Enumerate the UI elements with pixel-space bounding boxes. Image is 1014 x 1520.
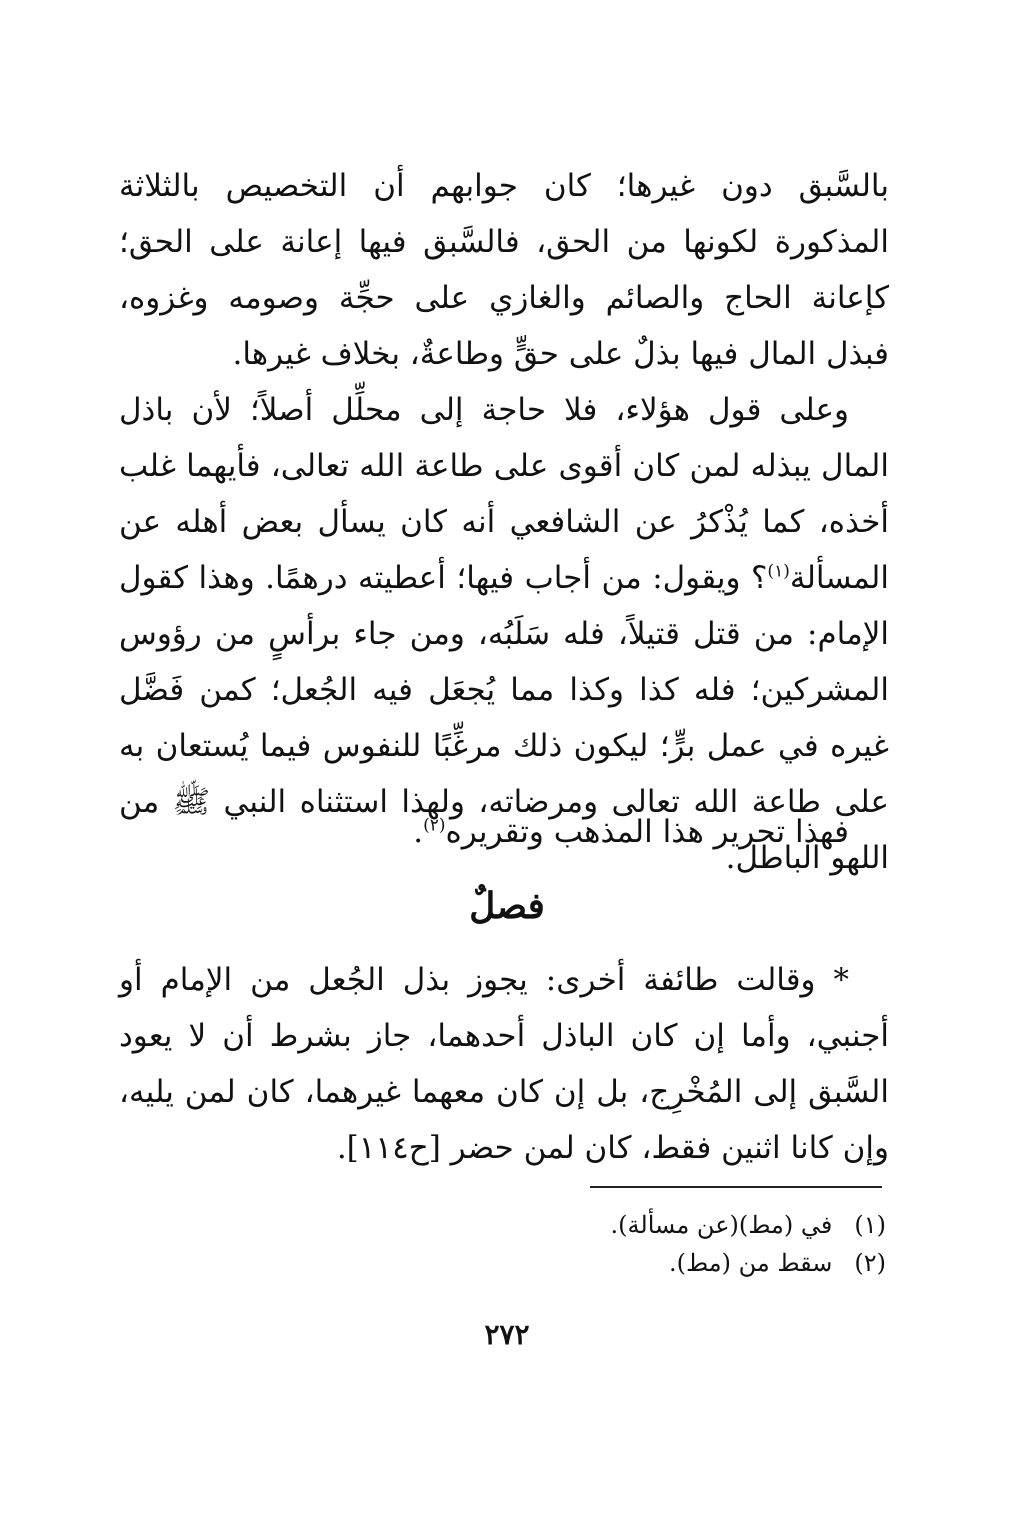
paragraph-2-text-start: وعلى قول هؤلاء، فلا حاجة إلى محلِّل أصلاً؛ لأن باذل المال يبذله لمن كان أقوى على طاعة الله تعالى، فأيهما غلب أخذه، كما يُذْكرُ عن الشافعي أنه كان يسأل بعض أهله عن المسألة [119,392,889,596]
paragraph-2-text-end: ؟ ويقول: من أجاب فيها؛ أعطيته درهمًا. وهذا كقول الإمام: من قتل قتيلاً، فله سَلَبُه، ومن جاء برأسٍ من رؤوس المشركين؛ فله كذا وكذا مما يُجعَل فيه الجُعل؛ كمن فَضَّل غيره في عمل برٍّ؛ ليكون ذلك مرغِّبًا للنفوس فيما يُستعان به على طاعة الله تعالى ومرضاته، ولهذا استثناه النبي ﷺ من اللهو الباطل. [119,560,889,876]
footnote-1 [126,1206,886,1244]
footnote-2 [126,1244,886,1282]
footnote-1-text: في (مط)(عن مسألة). [610,1211,833,1239]
footnote-divider [590,1186,882,1188]
footnote-2-number: (٢) [854,1249,886,1277]
footnote-2-text: سقط من (مط). [668,1249,833,1277]
paragraph-3 [119,804,889,860]
paragraph-4-text: * وقالت طائفة أخرى: يجوز بذل الجُعل من الإمام أو أجنبي، وأما إن كان الباذل أحدهما، جاز بشرط أن لا يعود السَّبق إلى المُخْرِج، بل إن كان معهما غيرهما، كان لمن يليه، وإن كانا اثنين فقط، كان لمن حضر [ح١١٤]. [119,962,889,1166]
footnote-1-number: (١) [854,1211,886,1239]
paragraph-1 [119,158,889,382]
page-number: ٢٧٢ [484,1318,530,1351]
section-heading: فصلٌ [469,885,545,927]
footnote-ref-2: (٢) [423,815,446,836]
paragraph-3-text: فهذا تحرير هذا المذهب وتقريره [445,814,849,850]
paragraph-1-text: بالسَّبق دون غيرها؛ كان جوابهم أن التخصيص بالثلاثة المذكورة لكونها من الحق، فالسَّبق فيها إعانة على الحق؛ كإعانة الحاج والصائم والغازي على حجِّة وصومه وغزوه، فبذل المال فيها بذلٌ على حقٍّ وطاعةٌ، بخلاف غيرها. [119,168,889,372]
footnote-ref-1: (١) [767,561,790,582]
paragraph-3-end: . [413,814,424,850]
footnotes [126,1206,886,1282]
paragraph-4 [119,952,889,1176]
